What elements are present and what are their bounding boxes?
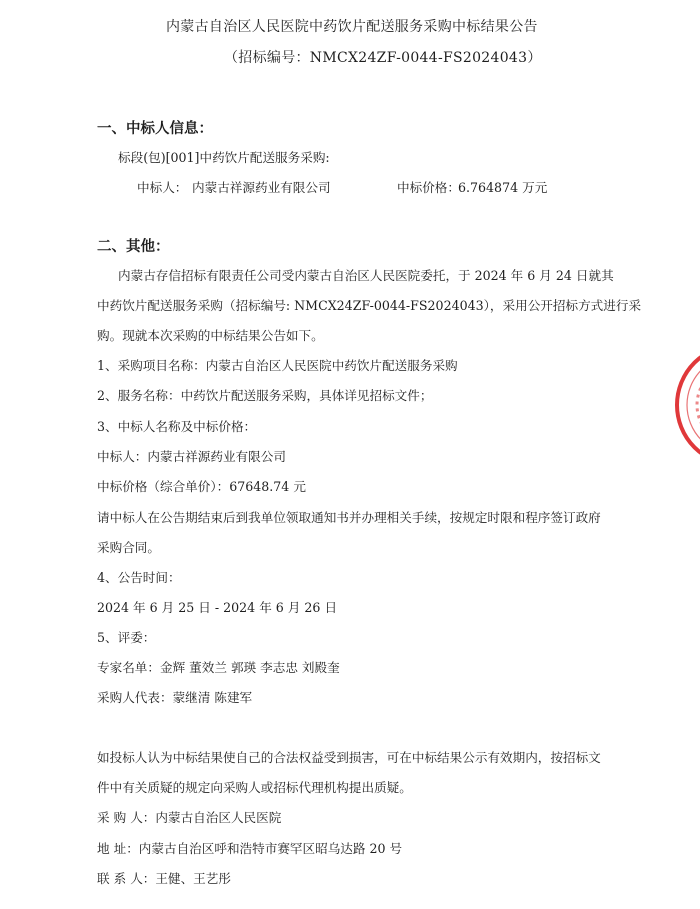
price-label: 中标价格： [397, 180, 460, 195]
notice-line: 采购合同。 [97, 540, 160, 555]
intro-paragraph-line: 中药饮片配送服务采购（招标编号: NMCX24ZF-0044-FS2024043），采用公开招标方式进行采 [97, 298, 642, 313]
winner-name: 内蒙古祥源药业有限公司 [192, 180, 331, 195]
item-announcement-time: 4、公告时间： [97, 570, 181, 585]
buyer-line: 采 购 人：内蒙古自治区人民医院 [97, 810, 282, 825]
item-service-name: 2、服务名称：中药饮片配送服务采购，具体详见招标文件； [97, 388, 433, 403]
official-seal-stamp [672, 340, 700, 470]
item-project-name: 1、采购项目名称：内蒙古自治区人民医院中药饮片配送服务采购 [97, 358, 458, 373]
section-heading-winner-info: 一、中标人信息： [97, 120, 213, 137]
notice-line: 请中标人在公告期结束后到我单位领取通知书并办理相关手续，按规定时限和程序签订政府 [97, 510, 601, 525]
winner-label: 中标人： [137, 180, 188, 195]
contact-line: 联 系 人：王健、王艺彤 [97, 871, 231, 886]
complaint-line: 件中有关质疑的规定向采购人或招标代理机构提出质疑。 [97, 780, 412, 795]
announcement-period: 2024 年 6 月 25 日 - 2024 年 6 月 26 日 [97, 600, 338, 615]
tender-number: （招标编号：NMCX24ZF-0044-FS2024043） [224, 50, 542, 66]
address-line: 地 址：内蒙古自治区呼和浩特市赛罕区昭乌达路 20 号 [97, 841, 403, 856]
lot-label: 标段(包)[001]中药饮片配送服务采购: [118, 150, 330, 165]
intro-paragraph-line: 内蒙古存信招标有限责任公司受内蒙古自治区人民医院委托，于 2024 年 6 月 24 日就其 [118, 268, 614, 283]
complaint-line: 如投标人认为中标结果使自己的合法权益受到损害，可在中标结果公示有效期内，按招标文 [97, 750, 601, 765]
document-title: 内蒙古自治区人民医院中药饮片配送服务采购中标结果公告 [166, 19, 538, 35]
expert-list: 专家名单：金辉 董效兰 郭瑛 李志忠 刘殿奎 [97, 660, 340, 675]
section-heading-other: 二、其他： [97, 238, 170, 255]
item-winner-and-price: 3、中标人名称及中标价格： [97, 419, 257, 434]
price-line: 中标价格（综合单价）：67648.74 元 [97, 479, 306, 494]
intro-paragraph-line: 购。现就本次采购的中标结果公告如下。 [97, 328, 324, 343]
price-value: 6.764874 万元 [458, 180, 548, 195]
winner-line: 中标人：内蒙古祥源药业有限公司 [97, 449, 286, 464]
item-evaluators: 5、评委： [97, 630, 156, 645]
purchaser-representatives: 采购人代表：蒙继清 陈建军 [97, 690, 253, 705]
